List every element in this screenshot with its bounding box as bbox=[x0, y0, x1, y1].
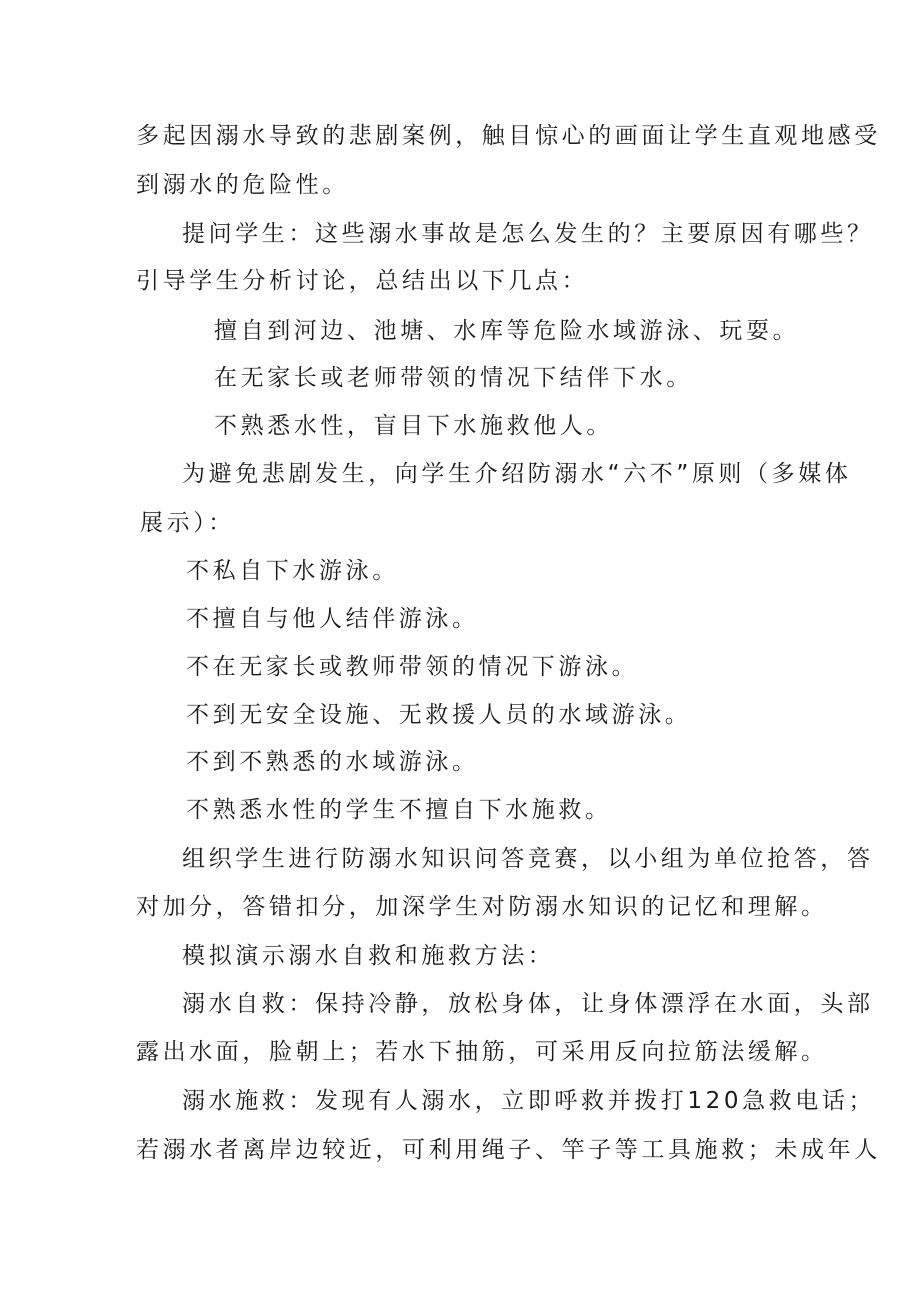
list-item-rule-5: 不到不熟悉的水域游泳。 bbox=[186, 749, 479, 775]
text-line-19: 溺水自救：保持冷静，放松身体，让身体漂浮在水面，头部 bbox=[182, 991, 874, 1017]
text-line-17: 对加分，答错扣分，加深学生对防溺水知识的记忆和理解。 bbox=[136, 894, 828, 920]
text-line-8: 为避免悲剧发生，向学生介绍防溺水“六不”原则（多媒体 bbox=[182, 461, 852, 487]
list-item-rule-3: 不在无家长或教师带领的情况下游泳。 bbox=[186, 654, 639, 680]
text-line-16: 组织学生进行防溺水知识问答竞赛，以小组为单位抢答，答 bbox=[182, 846, 874, 872]
list-item-rule-6: 不熟悉水性的学生不擅自下水施救。 bbox=[186, 797, 612, 823]
list-item-rule-4: 不到无安全设施、无救援人员的水域游泳。 bbox=[186, 702, 692, 728]
text-line-1: 多起因溺水导致的悲剧案例，触目惊心的画面让学生直观地感受 bbox=[136, 123, 881, 149]
text-line-4: 引导学生分析讨论，总结出以下几点： bbox=[136, 268, 589, 294]
text-line-21: 溺水施救：发现有人溺水，立即呼救并拨打120急救电话； bbox=[182, 1088, 876, 1114]
list-item-rule-2: 不擅自与他人结伴游泳。 bbox=[186, 606, 479, 632]
text-line-22: 若溺水者离岸边较近，可利用绳子、竿子等工具施救；未成年人 bbox=[136, 1137, 881, 1163]
text-line-3: 提问学生：这些溺水事故是怎么发生的？主要原因有哪些？ bbox=[182, 221, 874, 247]
list-item-rule-1: 不私自下水游泳。 bbox=[186, 558, 399, 584]
list-item-cause-3: 不熟悉水性，盲目下水施救他人。 bbox=[214, 413, 613, 439]
text-line-9: 展示）： bbox=[140, 510, 235, 536]
text-line-18: 模拟演示溺水自救和施救方法： bbox=[182, 943, 555, 969]
text-line-2: 到溺水的危险性。 bbox=[136, 172, 349, 198]
list-item-cause-2: 在无家长或老师带领的情况下结伴下水。 bbox=[214, 365, 693, 391]
text-line-20: 露出水面，脸朝上；若水下抽筋，可采用反向拉筋法缓解。 bbox=[136, 1039, 828, 1065]
list-item-cause-1: 擅自到河边、池塘、水库等危险水域游泳、玩耍。 bbox=[214, 318, 800, 344]
